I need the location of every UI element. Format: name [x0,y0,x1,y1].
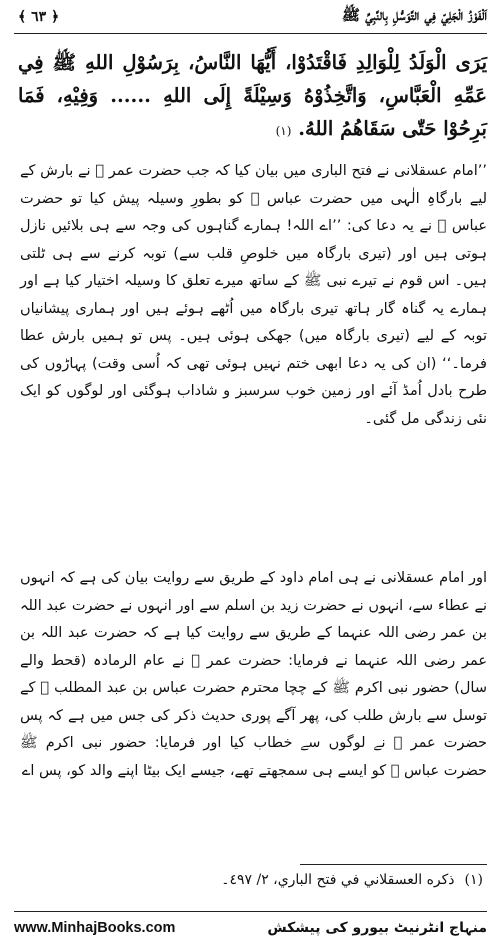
urdu-paragraph-1: ’’امام عسقلانی نے فتح الباری میں بیان کیا کہ جب حضرت عمر ﷛ نے بارش کے لیے بارگاہِ الٰہی میں حضرت عباس ﷛ کو بطورِ وسیلہ پیش کیا تو حضرت عباس ﷛ نے یہ دعا کی: ’’اے اللہ! ہمارے گناہوں کی وجہ سے ہی بلائیں نازل ہوتی ہیں اور (تیری بارگاہ میں خلوصِ قلب سے) توبہ کرنے سے ہی ٹلتی ہیں۔ اس قوم نے تیرے نبی ﷺ کے ساتھ میرے تعلق کا وسیلہ اختیار کیا ہے اور ہمارے یہ گناہ گار ہاتھ تیری بارگاہ میں اُٹھے ہوئے ہیں اور ہماری پیشانیاں توبہ کے لیے (تیری بارگاہ میں) جھکی ہوئی ہیں۔ پس تو ہمیں بارش عطا فرما۔‘‘ (ان کی یہ دعا ابھی ختم نہیں ہوئی تھی کہ اُسی وقت) پہاڑوں کی طرح بادل اُمڈ آئے اور زمین خوب سرسبز و شاداب ہوگئی اور لوگوں کو ایک نئی زندگی مل گئی۔ [20,163,487,427]
arabic-quote [18,46,487,148]
footnote-text: ذكره العسقلاني في فتح الباري، ٢/ ٤٩٧۔ [221,872,455,888]
page-header [18,4,487,30]
website-link[interactable]: www.MinhajBooks.com [14,920,176,936]
arabic-footnote-ref: (١) [275,124,292,138]
publisher-credit: منہاج انٹرنیٹ بیورو کی پیشکش [267,920,487,936]
footnote [20,872,483,888]
book-title: اَلْفَوْزُ الْجَلِيّ فِي التَّوَسُّلِ بِالنَّبِيِّ ﷺ [341,6,487,24]
arabic-text: يَرَى الْوَلَدُ لِلْوَالِدِ فَاقْتَدُوْا، أَيُّهَا النَّاسُ، بِرَسُوْلِ اللهِ ﷺ فِي عَمِّهِ الْعَبَّاسِ، وَاتَّخِذُوْهُ وَسِيْلَةً إِلَى اللهِ ...... وَفِيْهِ، فَمَا بَرِحُوْا حَتّٰى سَقَاهُمُ اللهُ. [18,51,487,140]
page-number: ﴿ ٦٣ ﴾ [18,9,60,25]
page-footer [14,915,487,941]
header-rule [14,33,487,34]
urdu-paragraph-2: اور امام عسقلانی نے ہی امام داود کے طریق سے روایت بیان کی ہے کہ انہوں نے عطاء سے، انہوں نے حضرت زید بن اسلم سے اور انہوں نے حضرت عبد اللہ بن عمر رضی اللہ عنہما کے طریق سے روایت کیا ہے کہ حضرت عبد اللہ بن عمر رضی اللہ عنہما نے فرمایا: حضرت عمر ﷛ نے عام الرمادہ (قحط والے سال) حضور نبی اکرم ﷺ کے چچا محترم حضرت عباس بن عبد المطلب ﷛ کے توسل سے بارش طلب کی، پھر آگے پوری حدیث ذکر کی جس میں ہے کہ پس حضرت عمر ﷛ نے لوگوں سے خطاب کیا اور فرمایا: حضور نبی اکرم ﷺ حضرت عباس ﷛ کو ایسے ہی سمجھتے تھے، جیسے ایک بیٹا اپنے والد کو، پس اے [20,570,487,779]
footnote-marker: (١) [464,872,483,888]
footnote-rule [300,864,487,865]
footer-rule [14,911,487,912]
